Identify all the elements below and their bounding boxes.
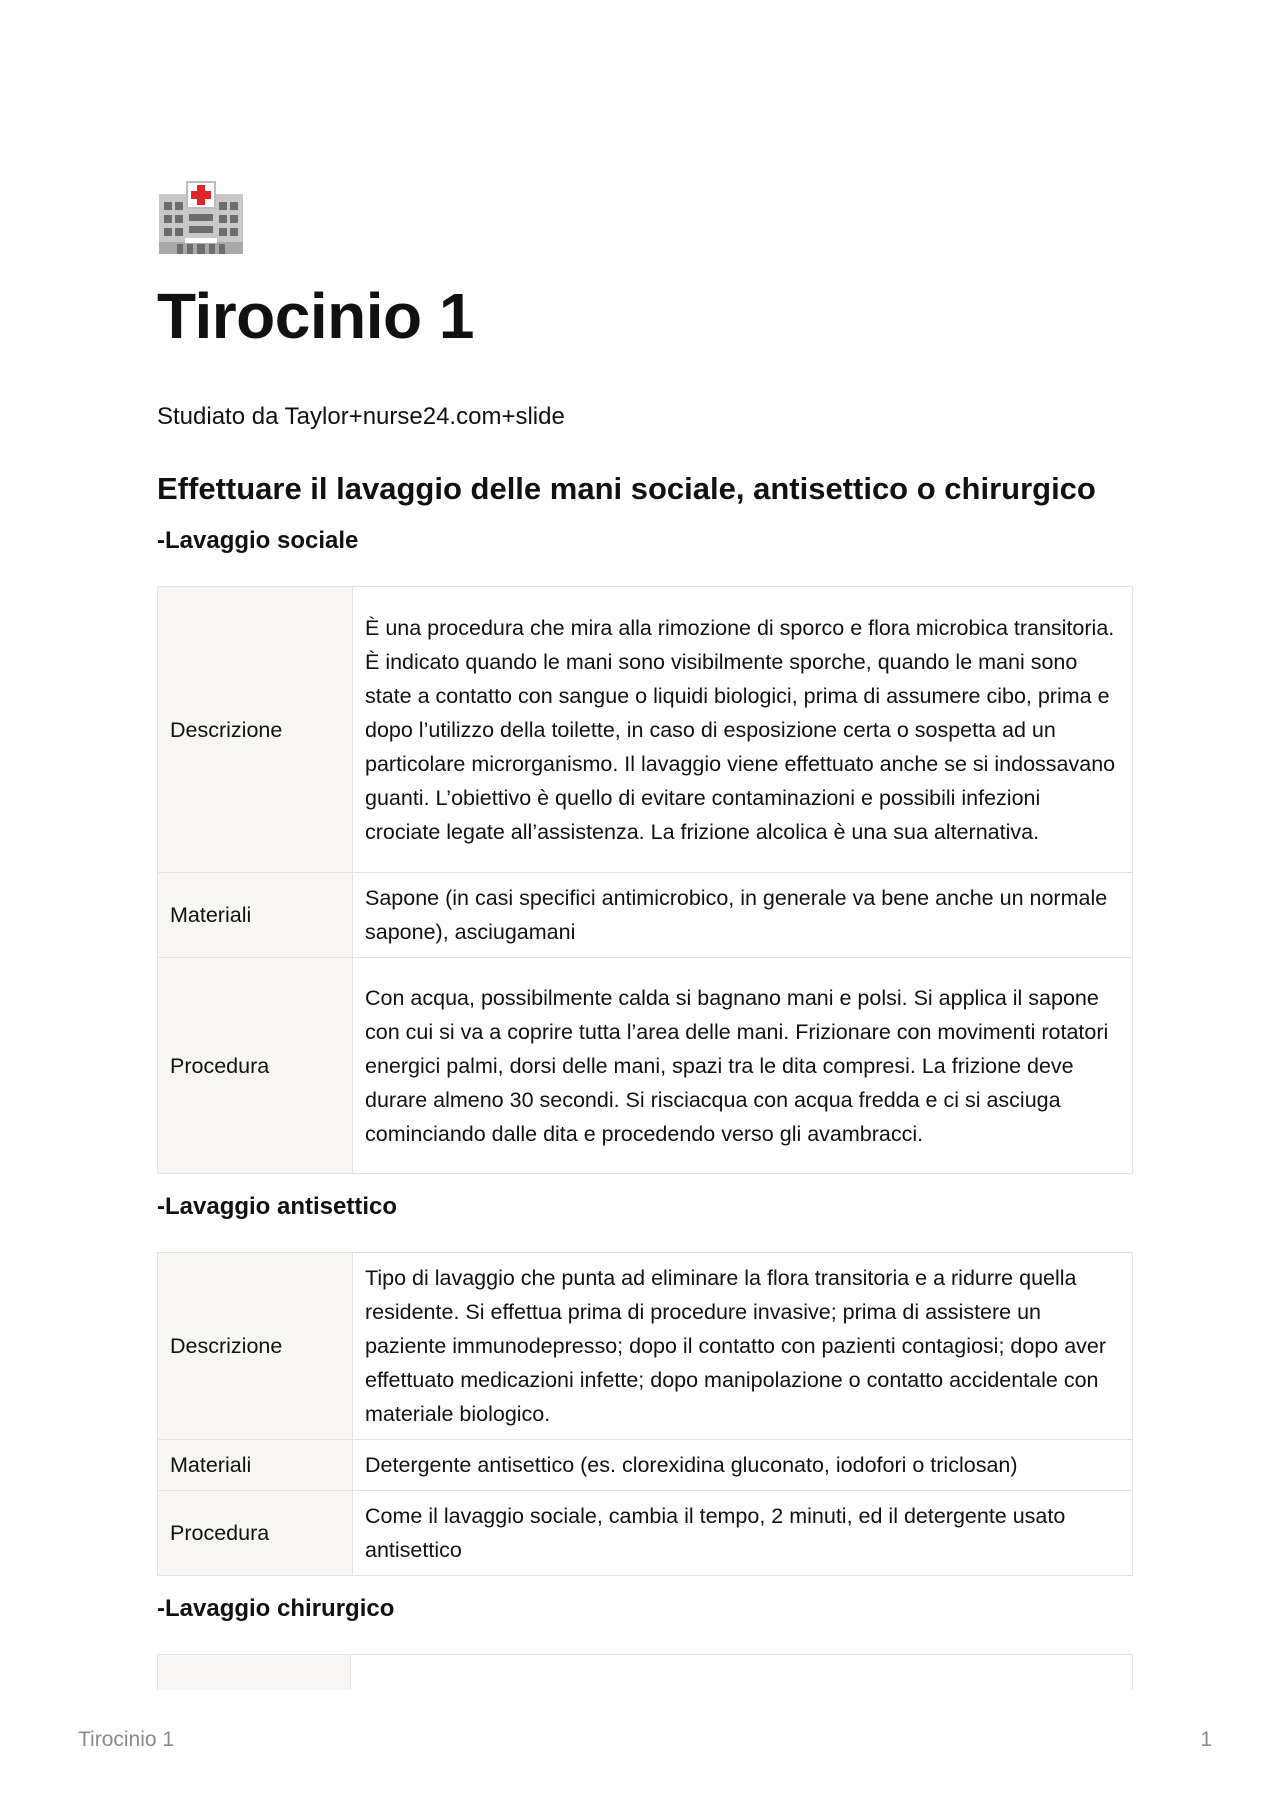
table-row [158, 1491, 1133, 1576]
footer-title: Tirocinio 1 [78, 1728, 175, 1751]
row-label: Materiali [158, 1440, 353, 1491]
row-label: Materiali [158, 873, 353, 958]
subsection-heading-sociale: -Lavaggio sociale [157, 527, 359, 554]
table-lavaggio-antisettico [157, 1252, 1133, 1576]
document-page [157, 180, 1133, 1690]
row-value: Tipo di lavaggio che punta ad eliminare la flora transitoria e a ridurre quella residente. Si effettua prima di procedure invasive; prima di assistere un paziente immunodepresso; dopo il contatto con pazienti contagiosi; dopo aver effettuato medicazioni infette; dopo manipolazione o contatto accidentale con materiale biologico. [353, 1253, 1133, 1440]
page-title: Tirocinio 1 [157, 280, 474, 352]
row-value: Detergente antisettico (es. clorexidina gluconato, iodofori o triclosan) [353, 1440, 1133, 1491]
row-label: Procedura [158, 1491, 353, 1576]
table-row [158, 873, 1133, 958]
row-value: È una procedura che mira alla rimozione di sporco e flora microbica transitoria. È indicato quando le mani sono visibilmente sporche, quando le mani sono state a contatto con sangue o liquidi biologici, prima di assumere cibo, prima e dopo l’utilizzo della toilette, in caso di esposizione certa o sospetta ad un particolare microrganismo. Il lavaggio viene effettuato anche se si indossavano guanti. L’obiettivo è quello di evitare contaminazioni e possibili infezioni crociate legate all’assistenza. La frizione alcolica è una sua alternativa. [353, 587, 1133, 873]
table-row [158, 1253, 1133, 1440]
row-label: Descrizione [158, 587, 353, 873]
row-label: Descrizione [158, 1253, 353, 1440]
table-lavaggio-sociale [157, 586, 1133, 1174]
table-cell-value [351, 1654, 1133, 1690]
subsection-heading-antisettico: -Lavaggio antisettico [157, 1193, 398, 1220]
row-value: Come il lavaggio sociale, cambia il tempo, 2 minuti, ed il detergente usato antisettico [353, 1491, 1133, 1576]
table-row [158, 1440, 1133, 1491]
section-heading: Effettuare il lavaggio delle mani sociale, antisettico o chirurgico [157, 471, 1096, 506]
table-lavaggio-chirurgico [157, 1654, 1133, 1690]
row-label: Procedura [158, 958, 353, 1174]
table-row [158, 958, 1133, 1174]
page-subtitle: Studiato da Taylor+nurse24.com+slide [157, 403, 565, 430]
hospital-icon [157, 180, 245, 256]
row-value: Sapone (in casi specifici antimicrobico, in generale va bene anche un normale sapone), asciugamani [353, 873, 1133, 958]
footer-page-number: 1 [1200, 1728, 1212, 1751]
row-value: Con acqua, possibilmente calda si bagnano mani e polsi. Si applica il sapone con cui si va a coprire tutta l’area delle mani. Frizionare con movimenti rotatori energici palmi, dorsi delle mani, spazi tra le dita compresi. La frizione deve durare almeno 30 secondi. Si risciacqua con acqua fredda e ci si asciuga cominciando dalle dita e procedendo verso gli avambracci. [353, 958, 1133, 1174]
subsection-heading-chirurgico: -Lavaggio chirurgico [157, 1595, 395, 1622]
table-row [158, 587, 1133, 873]
table-cell-label [157, 1654, 351, 1690]
